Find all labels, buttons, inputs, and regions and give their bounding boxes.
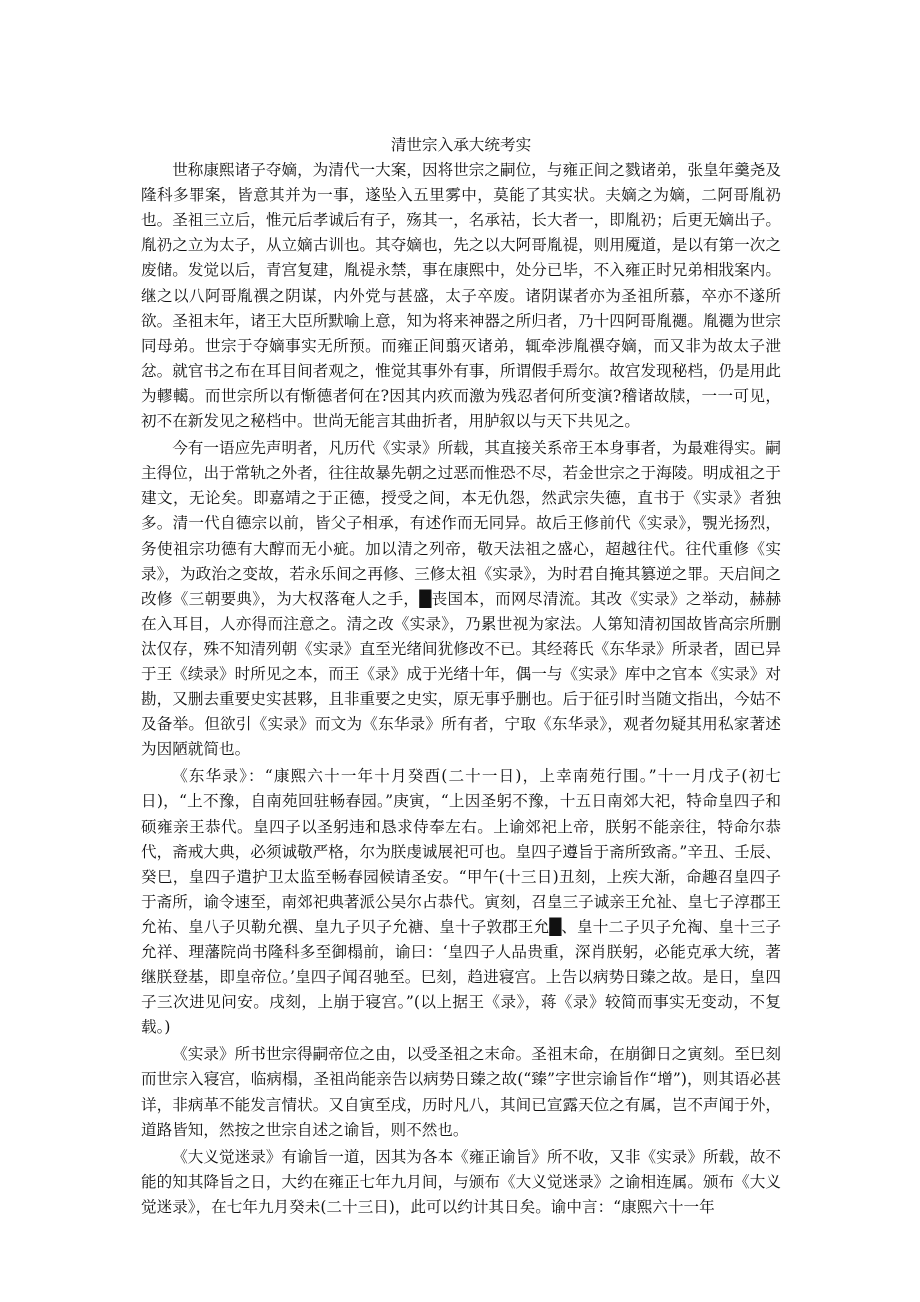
document-body: [141, 133, 781, 1222]
paragraph: 世称康熙诸子夺嫡，为清代一大案，因将世宗之嗣位，与雍正间之戮诸弟，张皇年羹尧及隆科多罪案，皆意其并为一事，遂坠入五里雾中，莫能了其实状。夫嫡之为嫡，二阿哥胤礽也。圣祖三立后，惟元后孝诚后有子，殇其一，名承祜，长大者一，即胤礽；后更无嫡出子。胤礽之立为太子，从立嫡古训也。其夺嫡也，先之以大阿哥胤禔，则用魇道，是以有第一次之废储。发觉以后，青宫复建，胤禔永禁，事在康熙中，处分已毕，不入雍正时兄弟相戕案内。继之以八阿哥胤禩之阴谋，内外党与甚盛，太子卒废。诸阴谋者亦为圣祖所慕，卒亦不遂所欲。圣祖末年，诸王大臣所默喻上意，知为将来神器之所归者，乃十四阿哥胤禵。胤禵为世宗同母弟。世宗于夺嫡事实无所预。而雍正间翦灭诸弟，辄牵涉胤禩夺嫡，而又非为故太子泄忿。就官书之布在耳目间者观之，惟觉其事外有事，所谓假手焉尔。故宫发现秘档，仍是用此为轇轕。而世宗所以有惭德者何在?因其内疚而激为残忍者何所变演?稽诸故牍，一一可见，初不在新发见之秘档中。世尚无能言其曲折者，用胪叙以与天下共见之。: [141, 161, 781, 431]
document-title: 清世宗入承大统考实: [390, 136, 532, 154]
paragraph: 《实录》所书世宗得嗣帝位之由，以受圣祖之末命。圣祖末命，在崩御日之寅刻。至巳刻而世宗入寝宫，临病榻，圣祖尚能亲告以病势日臻之故(“臻”字世宗谕旨作“增”)，则其语必甚详，非病革不能发言情状。又自寅至戌，历时凡八，其间已宣露天位之有属，岂不声闻于外，道路皆知，然按之世宗自述之谕旨，则不然也。: [141, 1045, 781, 1139]
paragraph: 今有一语应先声明者，凡历代《实录》所载，其直接关系帝王本身事者，为最难得实。嗣主得位，出于常轨之外者，往往故暴先朝之过恶而惟恐不尽，若金世宗之于海陵。明成祖之于建文，无论矣。即嘉靖之于正德，授受之间，本无仇怨，然武宗失德，直书于《实录》者独多。清一代自德宗以前，皆父子相承，有述作而无同异。故后王修前代《实录》，覨光扬烈，务使祖宗功德有大醇而无小疵。加以清之列帝，敬天法祖之盛心，超越往代。往代重修《实录》，为政治之变故，若永乐间之再修、三修太祖《实录》，为时君自掩其篡逆之罪。天启间之改修《三朝要典》，为大权落奄人之手，█丧国本，而网尽清流。其改《实录》之举动，赫赫在入耳目，人亦得而注意之。清之改《实录》，乃累世视为家法。人第知清初国故皆高宗所删汰仅存，殊不知清列朝《实录》直至光绪间犹修改不已。其经蒋氏《东华录》所录者，固已异于王《续录》时所见之本，而王《录》成于光绪十年，偶一与《实录》库中之官本《实录》对勘，又删去重要史实甚夥，且非重要之史实，原无事乎删也。后于征引时当随文指出，今姑不及备举。但欲引《实录》而文为《东华录》所有者，宁取《东华录》，观者勿疑其用私家著述为因陋就简也。: [141, 439, 781, 759]
paragraph: 《东华录》：“康熙六十一年十月癸酉(二十一日)，上幸南苑行围。”十一月戊子(初七日)，“上不豫，自南苑回驻畅春园。”庚寅，“上因圣躬不豫，十五日南郊大祀，特命皇四子和硕雍亲王恭代。皇四子以圣躬违和恳求侍奉左右。上谕郊祀上帝，朕躬不能亲往，特命尔恭代，斋戒大典，必须诚敬严格，尔为朕虔诚展祀可也。皇四子遵旨于斋所致斋。”辛丑、壬辰、癸巳，皇四子遣护卫太监至畅春园候请圣安。“甲午(十三日)丑刻，上疾大渐，命趣召皇四子于斋所，谕令速至，南郊祀典著派公吴尔占恭代。寅刻，召皇三子诚亲王允祉、皇七子淳郡王允祐、皇八子贝勒允禩、皇九子贝子允禟、皇十子敦郡王允█、皇十二子贝子允祹、皇十三子允祥、理藩院尚书隆科多至御榻前，谕曰：‘皇四子人品贵重，深肖朕躬，必能克承大统，著继朕登基，即皇帝位。’皇四子闻召驰至。巳刻，趋进寝宫。上告以病势日臻之故。是日，皇四子三次进见问安。戌刻，上崩于寝宫。”(以上据王《录》，蒋《录》较简而事实无变动，不复载。): [141, 767, 781, 1037]
paragraph: 《大义觉迷录》有谕旨一道，因其为各本《雍正谕旨》所不收，又非《实录》所载，故不能的知其降旨之日，大约在雍正七年九月间，与颁布《大义觉迷录》之谕相连属。颁布《大义觉迷录》，在七年九月癸未(二十三日)，此可以约计其日矣。谕中言：“康熙六十一年: [141, 1147, 781, 1216]
